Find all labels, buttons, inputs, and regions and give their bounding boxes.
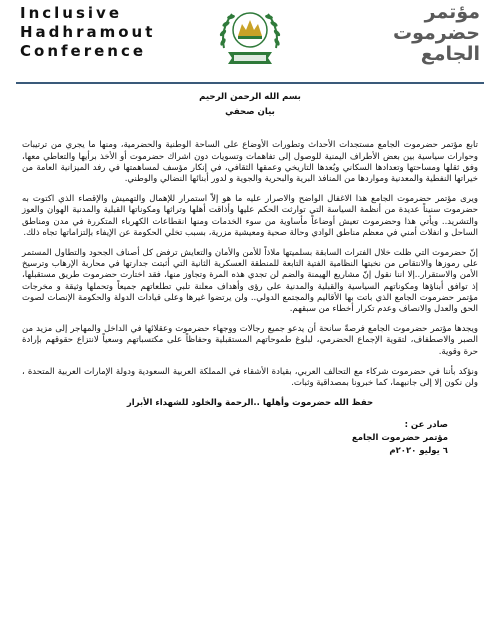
english-org-name <box>20 4 210 61</box>
paragraph-5: ونؤكد بأننا في حضرموت شركاء مع التحالف العربي، بقيادة الأشقاء في المملكة العربية السعودية ودولة الإمارات العربية المتحدة ، ولن نكون إلا إلى جانبهما، كما خبرونا بمصداقية وثبات. <box>22 366 478 389</box>
issuer-block <box>22 419 478 458</box>
basmala: بسم الله الرحمن الرحيم <box>199 92 301 102</box>
issuer-name: مؤتمر حضرموت الجامع <box>351 433 448 444</box>
document-body <box>22 92 478 458</box>
closing-line: حفظ الله حضرموت وأهلها ..الرحمة والخلود للشهداء الأبرار <box>126 398 374 409</box>
conference-logo <box>210 0 290 74</box>
header-divider <box>16 82 484 84</box>
paragraph-1: تابع مؤتمر حضرموت الجامع مستجدات الأحداث وتطورات الأوضاع على الساحة الوطنية والحضرمية، ومنها ما يجري من ترتيبات وحوارات سياسية بين بعض الأطراف اليمنية للوصول إلى تفاهمات وتسويات دون اشراك حضرموت أو الأخذ برأيها والتعاطي معها، وفق ثقلها ومساحتها وتعدادها السكاني وبُعدها التاريخي وعمقها الثقافي، في إنكار مؤسف لمساهمتها في رفد الميزانية العامة من خيراتها النفطية والمعدنية ومواردها من المنافذ البرية والبحرية والجوية و لدور أبنائها النضالي والوطني. <box>22 140 478 185</box>
paragraph-3: إنّ حضرموت التي ظلت خلال الفترات السابقة بسلميتها ملاذاً للأمن والأمان والتعايش ترفض كل أصناف الجحود والتطاول المستمر على رموزها والانتقاص من نخبتها النظامية الفتية التابعة للمنطقة العسكرية الثانية التي أثبتت جدارتها في محاربة الإرهاب وترسيخ الأمن والاستقرار..إلا اننا نقول إنّ مشاريع الهيمنة والضم لن تجدي هذه المرة وتجاوز منها، فقد اختارت حضرموت طريق مستقبلها، إذ توافق أبناؤها ومكوناتهم السياسية والقبلية والمدنية على رؤى وأهداف معلنة تلبي تطلعاتهم جميعاً وتحملها وثيقة و مخرجات مؤتمر حضرموت الجامع الذي باتت بها الأقاليم والمجتمع الدولي.. ولن يرتضوا غيرها وعلى قيادات الدولة والحكومة الإنصات لصوت الحق والعدل والانصاف وعدم تكرار أخطاء من سبقهم. <box>22 248 478 315</box>
paragraph-4: ويجدها مؤتمر حضرموت الجامع فرصةً سانحة أن يدعو جميع رجالات ووجهاء حضرموت وعقلائها في الداخل والمهاجر إلى مزيد من الصبر والاصطفاف، لتقوية الإجماع الحضرمي، لبلوغ طموحاتهم المستقبلية وحفاظاً على مكتسباتهم وسعياً لانتزاع حقوقهم بإرادة حرة وقوية. <box>22 324 478 357</box>
issued-by-label: صادر عن : <box>404 420 448 431</box>
arabic-name-line-1: مؤتمر <box>424 1 480 23</box>
issue-date: ٦ يوليو ٢٠٢٠م <box>389 446 448 457</box>
letterhead <box>0 0 500 86</box>
logo-emblem-icon <box>210 0 290 74</box>
english-name-line-1: Inclusive <box>20 4 122 22</box>
document-title: بيان صحفي <box>225 107 275 118</box>
english-name-line-2: Hadhramout <box>20 23 156 41</box>
arabic-name-line-2: حضرموت <box>392 22 480 44</box>
arabic-org-name <box>330 2 480 65</box>
arabic-name-line-3: الجامع <box>420 43 480 65</box>
paragraph-2: ويرى مؤتمر حضرموت الجامع هذا الاغفال الواضح والاصرار عليه ما هو إلاّ استمرار للإهمال والتهميش والإقصاء الذي اكتوت به حضرموت سنيناً عديدة من أنظمة السياسة التي توارثت الحكم عليها وأذاقت أهلها وتراثها ومكوناتها القبلية والمدنية الهوان والعوز والتشريد.. ويأتي هذا وحضرموت تعيش أوضاعاً مأساوية من سوء الخدمات ومنها انقطاعات الكهرباء المتكررة في مدن ومناطق الساحل و انفلات أمني في معظم مناطق الوادي وحالة صحية ومعيشية مزرية، بسبب تخلي الحكومة عن الإيفاء بإلتزاماتها تجاه ذلك. <box>22 194 478 238</box>
english-name-line-3: Conference <box>20 42 147 60</box>
